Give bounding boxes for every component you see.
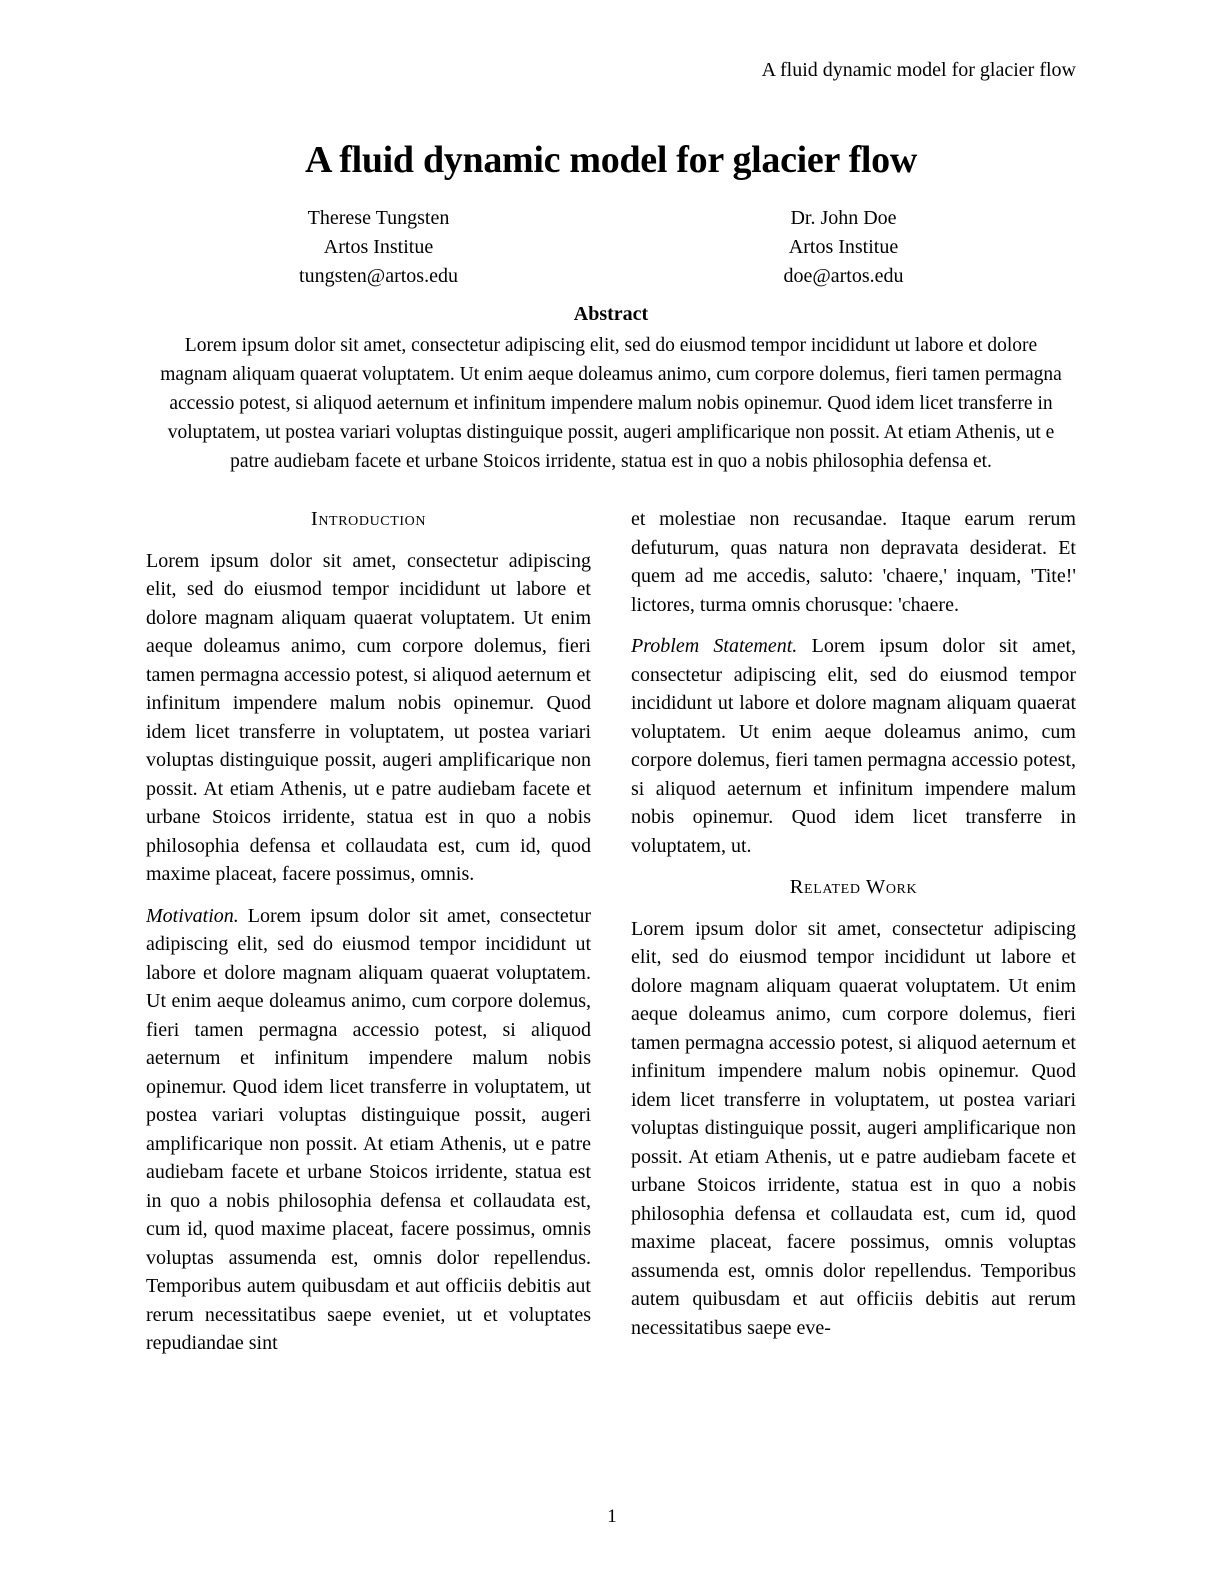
author-2-email: doe@artos.edu: [783, 265, 904, 287]
author-1-affiliation: Artos Institue: [323, 236, 434, 258]
motivation-run-in-heading: Motivation.: [146, 904, 239, 927]
motivation-paragraph-text: Lorem ipsum dolor sit amet, consectetur adipiscing elit, sed do eiusmod tempor incididunt ut labore et dolore magnam aliquam quaerat voluptatem. Ut enim aeque doleamus animo, cum corpore dolemus, fieri tamen permagna accessio potest, si aliquod aeternum et infinitum impendere malum nobis opinemur. Quod idem licet transferre in voluptatem, ut postea variari voluptas distinguique possit, augeri amplificarique non possit. At etiam Athenis, ut e patre audiebam facete et urbane Stoicos irridente, statua est in quo a nobis philosophia defensa et collaudata est, cum id, quod maxime placeat, facere possimus, omnis voluptas assumenda est, omnis dolor repellendus. Temporibus autem quibusdam et aut officiis debitis aut rerum necessitatibus saepe eveniet, ut et voluptates repudiandae sint: [146, 904, 591, 1354]
author-1-email: tungsten@artos.edu: [299, 265, 458, 287]
problem-statement-paragraph-text: Lorem ipsum dolor sit amet, consectetur adipiscing elit, sed do eiusmod tempor incididunt ut labore et dolore magnam aliquam quaerat voluptatem. Ut enim aeque doleamus animo, cum corpore dolemus, fieri tamen permagna accessio potest, si aliquod aeternum et infinitum impendere malum nobis opinemur. Quod idem licet transferre in voluptatem, ut.: [631, 635, 1076, 857]
related-work-paragraph: Lorem ipsum dolor sit amet, consectetur adipiscing elit, sed do eiusmod tempor incididunt ut labore et dolore magnam aliquam quaerat voluptatem. Ut enim aeque doleamus animo, cum corpore dolemus, fieri tamen permagna accessio potest, si aliquod aeternum et infinitum impendere malum nobis opinemur. Quod idem licet transferre in voluptatem, ut postea variari voluptas distinguique possit, augeri amplificarique non possit. At etiam Athenis, ut e patre audiebam facete et urbane Stoicos irridente, statua est in quo a nobis philosophia defensa et collaudata est, cum id, quod maxime placeat, facere possimus, omnis voluptas assumenda est, omnis dolor repellendus. Temporibus autem quibusdam et aut officiis debitis aut rerum necessitatibus saepe eve-: [631, 917, 1076, 1339]
introduction-paragraph: Lorem ipsum dolor sit amet, consectetur adipiscing elit, sed do eiusmod tempor incididunt ut labore et dolore magnam aliquam quaerat voluptatem. Ut enim aeque doleamus animo, cum corpore dolemus, fieri tamen permagna accessio potest, si aliquod aeternum et infinitum impendere malum nobis opinemur. Quod idem licet transferre in voluptatem, ut postea variari voluptas distinguique possit, augeri amplificarique non possit. At etiam Athenis, ut e patre audiebam facete et urbane Stoicos irridente, statua est in quo a nobis philosophia defensa et collaudata est, cum id, quod maxime placeat, facere possimus, omnis.: [146, 549, 591, 885]
body-columns: [146, 505, 1076, 1399]
author-2: [611, 204, 1076, 291]
abstract-heading: Abstract: [573, 303, 649, 325]
abstract-section: [153, 300, 1069, 476]
author-1-name: Therese Tungsten: [307, 207, 450, 229]
section-heading-related-work: Related Work: [789, 876, 918, 898]
page-number: 1: [607, 1506, 617, 1527]
paper-title: A fluid dynamic model for glacier flow: [304, 139, 918, 181]
author-1: [146, 204, 611, 291]
author-2-affiliation: Artos Institue: [788, 236, 899, 258]
motivation-paragraph: [146, 902, 591, 1358]
problem-statement-paragraph: [631, 632, 1076, 860]
section-heading-introduction: Introduction: [310, 508, 427, 530]
abstract-text: Lorem ipsum dolor sit amet, consectetur adipiscing elit, sed do eiusmod tempor incididunt ut labore et dolore magnam aliquam quaerat voluptatem. Ut enim aeque doleamus animo, cum corpore dolemus, fieri tamen permagna accessio potest, si aliquod aeternum et infinitum impendere malum nobis opinemur. Quod idem licet transferre in voluptatem, ut postea variari voluptas distinguique possit, augeri amplificarique non possit. At etiam Athenis, ut e patre audiebam facete et urbane Stoicos irridente, statua est in quo a nobis philosophia defensa et.: [160, 335, 1062, 472]
left-column: [146, 505, 591, 1399]
author-block: [146, 204, 1076, 291]
author-2-name: Dr. John Doe: [790, 207, 897, 229]
running-header: A fluid dynamic model for glacier flow: [761, 59, 1076, 81]
motivation-continued-paragraph: et molestiae non recusandae. Itaque earum rerum defuturum, quas natura non depravata desiderat. Et quem ad me accedis, saluto: 'chaere,' inquam, 'Tite!' lictores, turma omnis chorusque: 'chaere.: [631, 508, 1076, 616]
right-column: [631, 505, 1076, 1399]
problem-statement-run-in-heading: Problem Statement.: [631, 635, 798, 657]
